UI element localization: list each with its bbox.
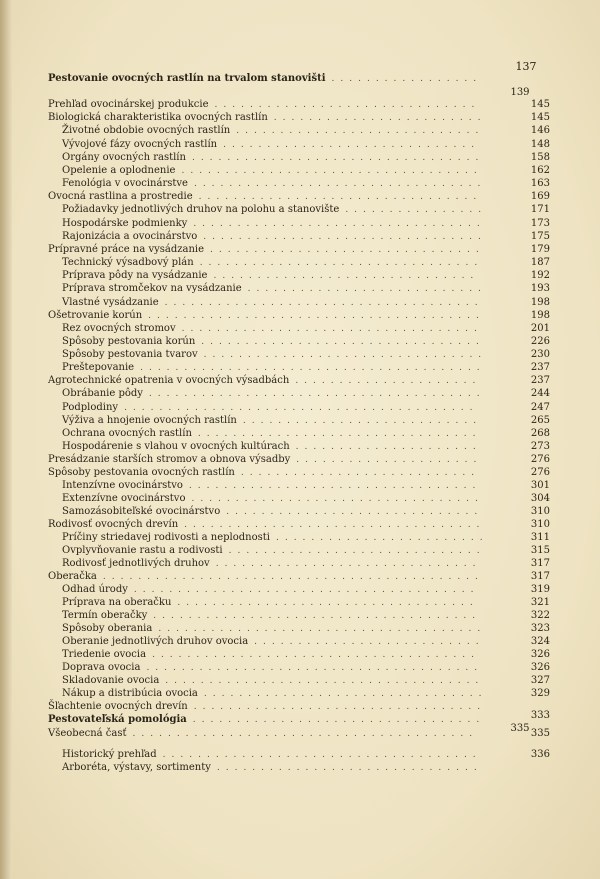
leader-dots: ..................................... bbox=[153, 611, 482, 621]
toc-page-number: 148 bbox=[530, 139, 550, 150]
leader-dots: .................................... bbox=[164, 298, 484, 308]
toc-entry-title: Oberačka bbox=[48, 571, 97, 582]
leader-dots: .............................. bbox=[214, 100, 481, 110]
toc-entry-title: Obrábanie pôdy bbox=[62, 388, 143, 399]
toc-entry-title: Technický výsadbový plán bbox=[62, 257, 194, 268]
toc-entry-title: Pestovanie ovocných rastlín na trvalom stanovišti bbox=[48, 73, 326, 84]
leader-dots: ........................................ bbox=[124, 403, 479, 413]
leader-dots: ................................ bbox=[201, 337, 485, 347]
toc-entry-title: Ovplyvňovanie rastu a rodivosti bbox=[62, 545, 223, 556]
toc-page-number: 179 bbox=[530, 244, 550, 255]
toc-entry bbox=[0, 72, 600, 98]
toc-page-number: 265 bbox=[530, 415, 550, 426]
toc-page-number: 321 bbox=[530, 597, 550, 608]
toc-page-number: 315 bbox=[530, 545, 550, 556]
toc-entry bbox=[0, 622, 600, 636]
toc-entry bbox=[0, 322, 600, 336]
leader-dots: ................................ bbox=[198, 192, 483, 202]
leader-dots: ....................................... bbox=[132, 729, 479, 739]
toc-page-number: 198 bbox=[530, 297, 550, 308]
toc-page-number: 276 bbox=[530, 454, 550, 465]
toc-entry bbox=[0, 505, 600, 519]
leader-dots: ............................... bbox=[210, 245, 485, 255]
toc-page-number: 171 bbox=[530, 204, 550, 215]
toc-entry bbox=[0, 387, 600, 401]
toc-entry bbox=[0, 661, 600, 675]
toc-entry bbox=[0, 674, 600, 688]
leader-dots: ..................... bbox=[295, 442, 482, 452]
toc-page-number: 317 bbox=[530, 571, 550, 582]
leader-dots: ............................. bbox=[226, 507, 484, 517]
leader-dots: ..................... bbox=[296, 455, 483, 465]
toc-entry-title: Doprava ovocia bbox=[62, 662, 141, 673]
leader-dots: .................................. bbox=[181, 166, 483, 176]
toc-entry bbox=[0, 151, 600, 165]
toc-entry bbox=[0, 230, 600, 244]
toc-entry bbox=[0, 748, 600, 762]
toc-page-number: 193 bbox=[530, 283, 550, 294]
leader-dots: .................................... bbox=[165, 676, 485, 686]
toc-entry-title: Odhad úrody bbox=[62, 584, 128, 595]
toc-page-number: 336 bbox=[530, 749, 550, 760]
toc-entry-title: Ochrana ovocných rastlín bbox=[62, 428, 192, 439]
toc-entry bbox=[0, 583, 600, 597]
leader-dots: ............................ bbox=[236, 126, 485, 136]
toc-page-number: 175 bbox=[530, 231, 550, 242]
toc-page-number: 226 bbox=[530, 336, 550, 347]
toc-entry-title: Hospodárske podmienky bbox=[62, 218, 188, 229]
toc-entry bbox=[0, 111, 600, 125]
toc-entry-title: Príčiny striedavej rodivosti a neplodnosti bbox=[62, 532, 270, 543]
toc-entry-title: Prípravné práce na vysádzanie bbox=[48, 244, 205, 255]
toc-entry-title: Výživa a hnojenie ovocných rastlín bbox=[62, 415, 237, 426]
toc-page-number: 335 bbox=[510, 723, 530, 734]
leader-dots: ................................. bbox=[191, 153, 485, 163]
toc-entry-title: Rajonizácia a ovocinárstvo bbox=[62, 231, 198, 242]
toc-entry-title: Skladovanie ovocia bbox=[62, 675, 160, 686]
toc-page-number: 268 bbox=[530, 428, 550, 439]
toc-entry-title: Samozásobiteľské ovocinárstvo bbox=[62, 506, 221, 517]
leader-dots: ...................................... bbox=[146, 663, 484, 673]
toc-entry bbox=[0, 609, 600, 623]
toc-entry bbox=[0, 401, 600, 415]
toc-entry-title: Príprava na oberačku bbox=[62, 597, 172, 608]
toc-page-number: 311 bbox=[530, 532, 550, 543]
toc-entry-title: Agrotechnické opatrenia v ovocných výsadbách bbox=[48, 375, 290, 386]
toc-page-number: 201 bbox=[530, 323, 550, 334]
toc-page-number: 317 bbox=[530, 558, 550, 569]
toc-entry bbox=[0, 440, 600, 454]
toc-page-number: 335 bbox=[530, 728, 550, 739]
toc-page-number: 310 bbox=[530, 506, 550, 517]
leader-dots: ........................ bbox=[275, 533, 489, 543]
leader-dots: .............................. bbox=[215, 559, 482, 569]
toc-page-number: 329 bbox=[530, 688, 550, 699]
toc-entry-title: Triedenie ovocia bbox=[62, 649, 147, 660]
toc-entry-title: Arboréta, výstavy, sortimenty bbox=[62, 762, 211, 773]
toc-entry-title: Ovocná rastlina a prostredie bbox=[48, 191, 193, 202]
leader-dots: ........................................... bbox=[102, 572, 484, 582]
toc-entry bbox=[0, 557, 600, 571]
toc-entry-title: Vývojové fázy ovocných rastlín bbox=[62, 139, 218, 150]
toc-entry bbox=[0, 414, 600, 428]
toc-entry bbox=[0, 374, 600, 388]
toc-entry bbox=[0, 635, 600, 649]
toc-entry bbox=[0, 177, 600, 191]
toc-page-number: 319 bbox=[530, 584, 550, 595]
leader-dots: .................................. bbox=[181, 324, 483, 334]
toc-page-number: 327 bbox=[530, 675, 550, 686]
toc-entry-title: Fenológia v ovocinárstve bbox=[62, 178, 188, 189]
toc-page-number: 145 bbox=[530, 99, 550, 110]
toc-page-number: 146 bbox=[530, 125, 550, 136]
leader-dots: ........................... bbox=[242, 416, 483, 426]
leader-dots: ................................. bbox=[188, 481, 482, 491]
toc-entry-title: Hospodárenie s vlahou v ovocných kultúrach bbox=[62, 441, 290, 452]
toc-entry-title: Životné obdobie ovocných rastlín bbox=[62, 125, 231, 136]
toc-entry bbox=[0, 348, 600, 362]
toc-entry bbox=[0, 492, 600, 506]
toc-entry bbox=[0, 687, 600, 701]
toc-page-number: 244 bbox=[530, 388, 550, 399]
toc-entry bbox=[0, 453, 600, 467]
leader-dots: ................ bbox=[345, 205, 488, 215]
leader-dots: ................................. bbox=[191, 494, 484, 504]
leader-dots: ........................... bbox=[240, 468, 481, 478]
toc-page-number: 237 bbox=[530, 375, 550, 386]
toc-entry bbox=[0, 203, 600, 217]
toc-entry bbox=[0, 466, 600, 480]
leader-dots: .................................... bbox=[162, 750, 482, 760]
leader-dots: ............................. bbox=[228, 546, 486, 556]
toc-entry-title: Všeobecná časť bbox=[48, 728, 127, 739]
toc-entry-title: Nákup a distribúcia ovocia bbox=[62, 688, 198, 699]
leader-dots: ................................. bbox=[193, 179, 487, 189]
toc-entry-title: Ošetrovanie korún bbox=[48, 310, 143, 321]
toc-entry-title: Vlastné vysádzanie bbox=[62, 297, 159, 308]
toc-entry-title: Termín oberačky bbox=[62, 610, 148, 621]
toc-page-number: 322 bbox=[530, 610, 550, 621]
toc-entry bbox=[0, 479, 600, 493]
toc-page-number: 173 bbox=[530, 218, 550, 229]
toc-entry bbox=[0, 217, 600, 231]
toc-entry bbox=[0, 648, 600, 662]
leader-dots: ................................ bbox=[203, 350, 488, 360]
toc-entry-title: Spôsoby pestovania ovocných rastlín bbox=[48, 467, 235, 478]
toc-entry bbox=[0, 309, 600, 323]
leader-dots: ........................ bbox=[273, 113, 487, 123]
toc-entry bbox=[0, 124, 600, 138]
toc-entry bbox=[0, 243, 600, 257]
toc-entry-title: Intenzívne ovocinárstvo bbox=[62, 480, 183, 491]
toc-entry-title: Spôsoby oberania bbox=[62, 623, 153, 634]
toc-entry-title: Požiadavky jednotlivých druhov na polohu a stanovište bbox=[62, 204, 340, 215]
toc-entry bbox=[0, 596, 600, 610]
toc-entry-title: Extenzívne ovocinárstvo bbox=[62, 493, 186, 504]
toc-entry-title: Prehľad ovocinárskej produkcie bbox=[48, 99, 209, 110]
toc-entry-title: Preštepovanie bbox=[62, 362, 135, 373]
toc-entry-title: Šľachtenie ovocných drevín bbox=[48, 701, 188, 712]
toc-page-number: 158 bbox=[530, 152, 550, 163]
toc-page-number: 326 bbox=[530, 649, 550, 660]
toc-page-number: 333 bbox=[530, 710, 550, 721]
toc-page-number: 310 bbox=[530, 519, 550, 530]
toc-entry-title: Rodivosť jednotlivých druhov bbox=[62, 558, 210, 569]
toc-entry bbox=[0, 282, 600, 296]
toc-entry bbox=[0, 544, 600, 558]
toc-entry bbox=[0, 335, 600, 349]
toc-page-number: 187 bbox=[530, 257, 550, 268]
leader-dots: ................................ bbox=[199, 258, 484, 268]
leader-dots: ...................................... bbox=[148, 311, 485, 321]
toc-entry bbox=[0, 531, 600, 545]
toc-entry-title: Presádzanie starších stromov a obnova výsadby bbox=[48, 454, 291, 465]
leader-dots: ................................. bbox=[192, 715, 486, 725]
toc-entry-title: Biologická charakteristika ovocných rastlín bbox=[48, 112, 268, 123]
toc-page-number: 323 bbox=[530, 623, 550, 634]
leader-dots: ...................................... bbox=[148, 389, 486, 399]
leader-dots: ....................................... bbox=[140, 363, 486, 373]
toc-entry bbox=[0, 138, 600, 152]
toc-entry bbox=[0, 256, 600, 270]
toc-entry-title: Orgány ovocných rastlín bbox=[62, 152, 186, 163]
toc-entry-title: Spôsoby pestovania korún bbox=[62, 336, 196, 347]
toc-entry-title: Rodivosť ovocných drevín bbox=[48, 519, 179, 530]
leader-dots: ................................ bbox=[203, 232, 487, 242]
toc-entry bbox=[0, 427, 600, 441]
toc-page-number: 169 bbox=[530, 191, 550, 202]
toc-page-number: 145 bbox=[530, 112, 550, 123]
toc-entry-title: Opelenie a oplodnenie bbox=[62, 165, 176, 176]
toc-entry-title: Príprava pôdy na vysádzanie bbox=[62, 270, 208, 281]
toc-page-number: 139 bbox=[510, 87, 530, 98]
header-page-number: 137 bbox=[515, 60, 537, 73]
toc-entry-title: Pestovateľská pomológia bbox=[48, 714, 187, 725]
toc-entry bbox=[0, 164, 600, 178]
toc-page-number: 304 bbox=[530, 493, 550, 504]
toc-entry bbox=[0, 98, 600, 112]
toc-entry-title: Spôsoby pestovania tvarov bbox=[62, 349, 198, 360]
leader-dots: ....................................... bbox=[133, 585, 480, 595]
toc-page-number: 162 bbox=[530, 165, 550, 176]
toc-entry-title: Historický prehľad bbox=[62, 749, 157, 760]
leader-dots: ..................................... bbox=[152, 650, 480, 660]
toc-entry bbox=[0, 296, 600, 310]
leader-dots: ................. bbox=[331, 74, 483, 84]
toc-page-number: 326 bbox=[530, 662, 550, 673]
toc-entry-title: Oberanie jednotlivých druhov ovocia bbox=[62, 636, 249, 647]
toc-entry bbox=[0, 761, 600, 775]
toc-entry bbox=[0, 269, 600, 283]
toc-page-number: 230 bbox=[530, 349, 550, 360]
toc-page-number: 324 bbox=[530, 636, 550, 647]
toc-page-number: 237 bbox=[530, 362, 550, 373]
leader-dots: .................................. bbox=[184, 520, 486, 530]
leader-dots: ................................. bbox=[193, 702, 487, 712]
toc-page-number: 247 bbox=[530, 402, 550, 413]
toc-page-number: 198 bbox=[530, 310, 550, 321]
leader-dots: .............................. bbox=[216, 763, 483, 773]
toc-entry bbox=[0, 570, 600, 584]
leader-dots: .............................. bbox=[213, 271, 480, 281]
toc-page-number: 163 bbox=[530, 178, 550, 189]
leader-dots: ................................. bbox=[193, 219, 486, 229]
toc-page-number: 276 bbox=[530, 467, 550, 478]
toc-entry-title: Podplodiny bbox=[62, 402, 119, 413]
leader-dots: ................................ bbox=[203, 689, 488, 699]
toc-entry bbox=[0, 727, 600, 741]
toc-entry-title: Rez ovocných stromov bbox=[62, 323, 176, 334]
toc-entry-title: Príprava stromčekov na vysádzanie bbox=[62, 283, 242, 294]
leader-dots: ............................. bbox=[223, 140, 481, 150]
leader-dots: .......................... bbox=[254, 637, 485, 647]
leader-dots: .................................. bbox=[177, 598, 479, 608]
toc-page-number: 273 bbox=[530, 441, 550, 452]
leader-dots: ........................... bbox=[247, 284, 487, 294]
leader-dots: ..................... bbox=[295, 376, 482, 386]
toc-page-number: 301 bbox=[530, 480, 550, 491]
toc-entry bbox=[0, 361, 600, 375]
leader-dots: ................................ bbox=[197, 429, 482, 439]
toc-page-number: 192 bbox=[530, 270, 550, 281]
toc-entry bbox=[0, 518, 600, 532]
leader-dots: ..................................... bbox=[158, 624, 487, 634]
toc-entry bbox=[0, 190, 600, 204]
